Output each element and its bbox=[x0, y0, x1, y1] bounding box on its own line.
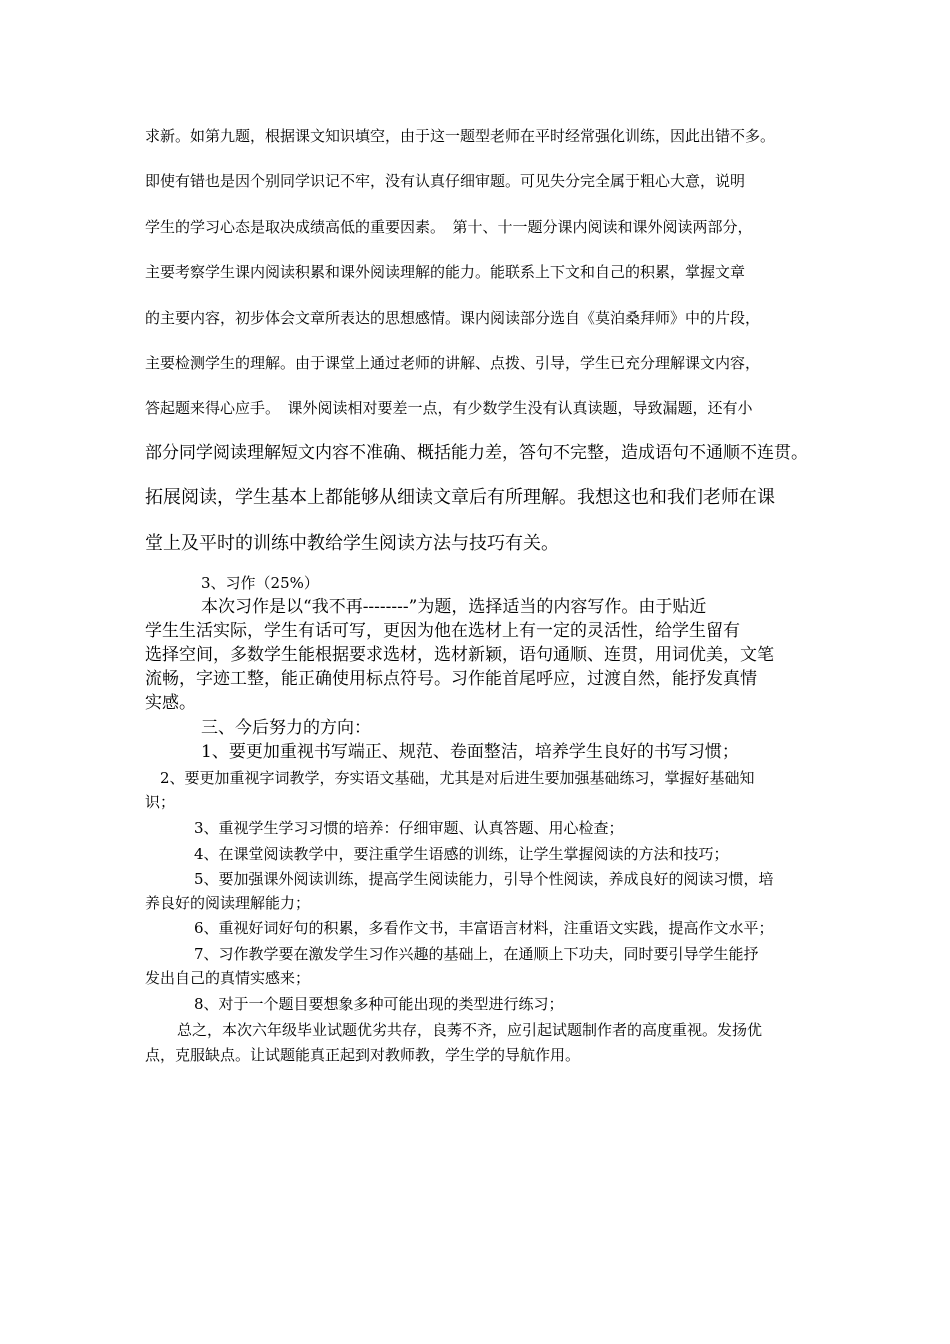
paragraph-line: 流畅，字迹工整，能正确使用标点符号。习作能首尾呼应，过渡自然，能抒发真情 bbox=[145, 669, 757, 689]
conclusion-line: 点，克服缺点。让试题能真正起到对教师教，学生学的导航作用。 bbox=[145, 1046, 581, 1064]
list-item: 发出自己的真情实感来； bbox=[145, 969, 311, 987]
list-item: 识； bbox=[145, 793, 176, 811]
paragraph-line: 求新。如第九题，根据课文知识填空，由于这一题型老师在平时经常强化训练，因此出错不多。 bbox=[145, 127, 776, 145]
conclusion-line: 总之，本次六年级毕业试题优劣共存，良莠不齐，应引起试题制作者的高度重视。发扬优 bbox=[177, 1021, 763, 1039]
list-item: 养良好的阅读理解能力； bbox=[145, 894, 311, 912]
paragraph-line: 实感。 bbox=[145, 693, 196, 713]
list-item: 4、在课堂阅读教学中，要注重学生语感的训练，让学生掌握阅读的方法和技巧； bbox=[194, 845, 729, 863]
list-item: 5、要加强课外阅读训练，提高学生阅读能力，引导个性阅读，养成良好的阅读习惯，培 bbox=[194, 870, 774, 888]
list-item: 8、对于一个题目要想象多种可能出现的类型进行练习； bbox=[194, 995, 564, 1013]
section-heading: 三、今后努力的方向： bbox=[201, 718, 371, 738]
list-item: 6、重视好词好句的积累，多看作文书，丰富语言材料，注重语文实践，提高作文水平； bbox=[194, 919, 774, 937]
paragraph-line: 的主要内容，初步体会文章所表达的思想感情。课内阅读部分选自《莫泊桑拜师》中的片段， bbox=[145, 309, 761, 327]
list-item: 2、要更加重视字词教学，夯实语文基础，尤其是对后进生要加强基础练习，掌握好基础知 bbox=[160, 769, 755, 787]
paragraph-line: 学生的学习心态是取决成绩高低的重要因素。 第十、十一题分课内阅读和课外阅读两部分， bbox=[145, 218, 753, 236]
paragraph-line: 选择空间，多数学生能根据要求选材，选材新颖，语句通顺、连贯，用词优美，文笔 bbox=[145, 645, 774, 665]
paragraph-line: 主要考察学生课内阅读积累和课外阅读理解的能力。能联系上下文和自己的积累，掌握文章 bbox=[145, 263, 746, 281]
paragraph-line: 主要检测学生的理解。由于课堂上通过老师的讲解、点拨、引导，学生已充分理解课文内容， bbox=[145, 354, 761, 372]
paragraph-line: 部分同学阅读理解短文内容不准确、概括能力差，答句不完整，造成语句不通顺不连贯。 bbox=[145, 443, 808, 463]
paragraph-line: 即使有错也是因个别同学识记不牢，没有认真仔细审题。可见失分完全属于粗心大意，说明 bbox=[145, 172, 746, 190]
section-heading: 3、习作（25%） bbox=[201, 574, 319, 592]
list-item: 1、要更加重视书写端正、规范、卷面整洁，培养学生良好的书写习惯； bbox=[201, 742, 739, 762]
paragraph-line: 拓展阅读，学生基本上都能够从细读文章后有所理解。我想这也和我们老师在课 bbox=[145, 487, 775, 508]
paragraph-line: 学生生活实际，学生有话可写，更因为他在选材上有一定的灵活性，给学生留有 bbox=[145, 621, 740, 641]
list-item: 3、重视学生学习习惯的培养：仔细审题、认真答题、用心检查； bbox=[194, 819, 624, 837]
paragraph-line: 答起题来得心应手。 课外阅读相对要差一点，有少数学生没有认真读题，导致漏题，还有小 bbox=[145, 399, 753, 417]
list-item: 7、习作教学要在激发学生习作兴趣的基础上，在通顺上下功夫，同时要引导学生能抒 bbox=[194, 945, 759, 963]
paragraph-line: 堂上及平时的训练中教给学生阅读方法与技巧有关。 bbox=[145, 533, 559, 554]
paragraph-line: 本次习作是以“我不再--------”为题，选择适当的内容写作。由于贴近 bbox=[201, 597, 707, 617]
